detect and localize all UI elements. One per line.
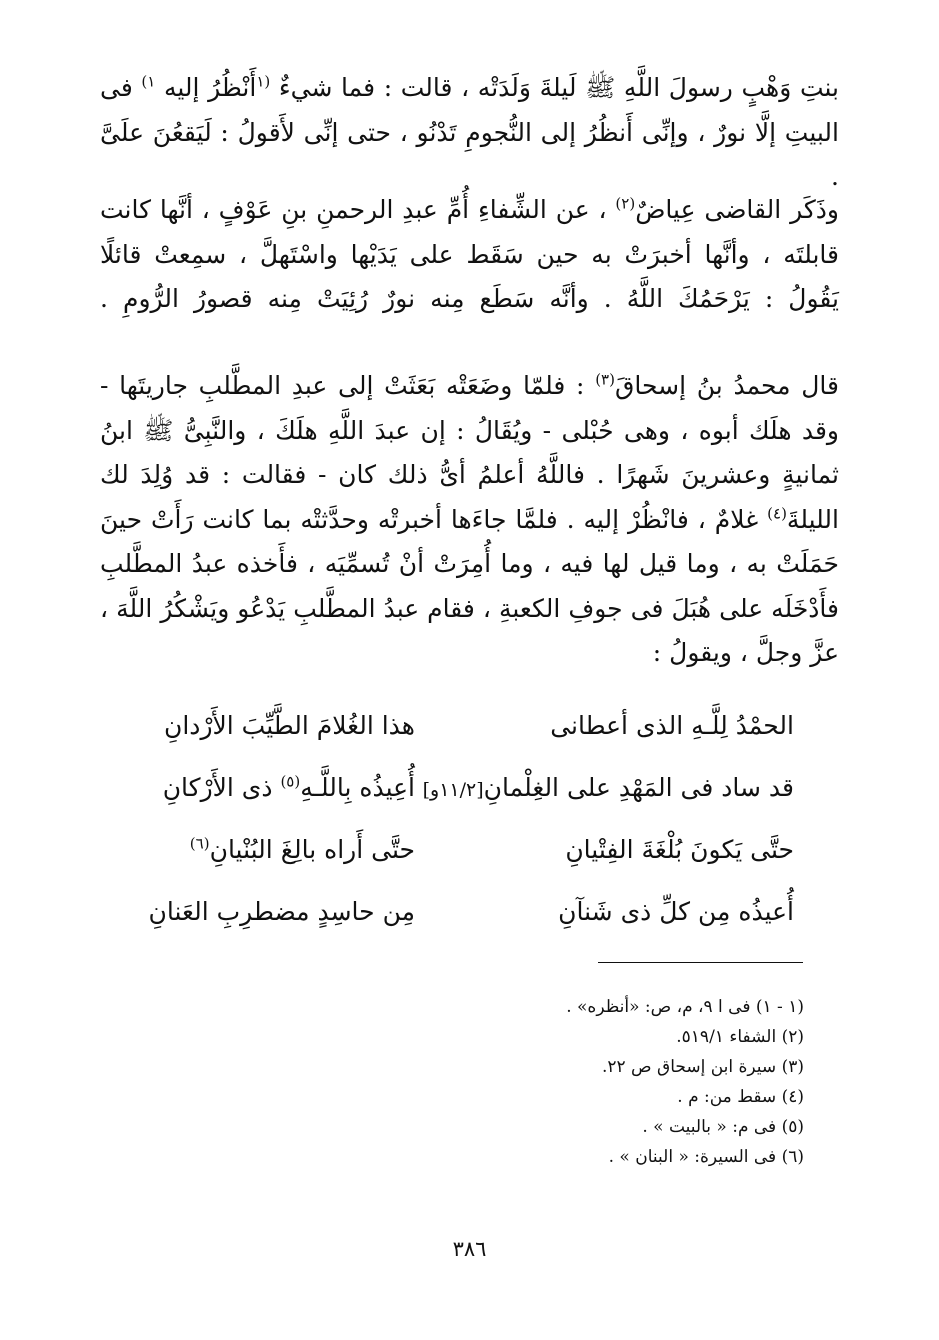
paragraph-3 [100,364,839,676]
verse-1 [100,694,794,756]
verse-4-first-text: أُعيذُه مِن كلِّ ذى شَنآنِ [558,896,794,926]
verse-2-first-hemistich [422,772,794,802]
manuscript-folio-ref: [١١/٢و] [422,778,484,801]
verse-3-first-hemistich [479,835,794,864]
verse-4-first-hemistich [479,897,794,926]
verse-2-second-text: قد ساد فى المَهْدِ على الغِلْمانِ [483,772,794,802]
footnote-ref-2[interactable]: (٢) [615,194,636,213]
footnote-5: (٥) فى م: « بالبيت » . [642,1117,804,1137]
footnotes-list [204,992,804,1172]
verse-3-second-text: حتَّى أَراه بالِغَ البُنْيانِ [209,834,415,864]
footnote-1: (١ - ١) فى ا ٩، م، ص: «أنظره» . [566,997,804,1017]
paragraph-1-text-b: أَنْظُرُ إليه [155,73,257,102]
footnote-separator [598,962,803,963]
verse-1-second-hemistich [100,711,415,740]
paragraph-2-text-a: وذَكَر القاضى عِياضٌ [635,195,839,224]
poem [100,694,794,942]
verse-1-second-text: هذا الغُلامَ الطَّيِّبَ الأَرْدانِ [164,710,415,740]
verse-1-first-hemistich [479,711,794,740]
footnote-ref-4[interactable]: (٤) [767,504,787,523]
verse-4 [100,880,794,942]
verse-3-first-text: حتَّى يَكونَ بُلْغَةَ الفِتْيانِ [565,834,794,864]
paragraph-3-text-a: قال محمدُ بنُ إسحاقَ [614,371,839,400]
paragraph-1-text-a: بنتِ وَهْبٍ رسولَ اللَّهِ ﷺ لَيلةَ وَلَدَتْه ، قالت : فما شيءٌ [270,73,839,102]
footnote-ref-5[interactable]: (٥) [280,772,301,791]
footnote-ref-6[interactable]: (٦) [189,834,210,853]
footnote-2: (٢) الشفاء ٥١٩/١. [676,1027,804,1047]
footnote-3: (٣) سيرة ابن إسحاق ص ٢٢. [601,1057,804,1077]
footnote-6: (٦) فى السيرة: « البنان » . [608,1147,804,1167]
paragraph-2-text-b: ، عن الشِّفاءِ أُمِّ عبدِ الرحمنِ بنِ عَوْفٍ ، أنَّها كانت قابلتَه ، وأنَّها أخبرَتْ به حين سَقَط على يَدَيْها واسْتَهلَّ ، سمِعتْ قائلًا يَقُولُ : يَرْحَمُكَ اللَّهُ . وأنَّه سَطَع مِنه نورٌ رُئِيَتْ مِنه قصورُ الرُّومِ . [100,195,839,313]
paragraph-1 [100,66,839,200]
footnote-ref-3[interactable]: (٣) [595,370,615,389]
footnote-4: (٤) سقط من: م . [677,1087,804,1107]
verse-2-second-hemistich [100,773,415,802]
footnote-ref-1-open[interactable]: (١ [256,72,271,91]
verse-2-first-text: أُعِيذُه بِاللَّـهِ [300,772,415,802]
paragraph-3-text-c: غلامٌ ، فانْظُرْ إليه . فلمَّا جاءَها أخبرتْه وحدَّثتْه بما كانت رَأَتْ حينَ حَمَلَتْ به ، وما قيل لها فيه ، وما أُمِرَتْ أنْ تُسمِّيَه ، فأَخذه عبدُ المطَّلبِ فأَدْخَلَه على هُبَلَ فى جوفِ الكعبةِ ، فقام عبدُ المطَّلبِ يَدْعُو ويَشْكُرُ اللَّهَ ، عزَّ وجلَّ ، ويقولُ : [100,504,839,667]
paragraph-3-text-b: : فلمّا وضَعَتْه بَعَثَتْ إلى عبدِ المطَّلبِ جاريتَها - وقد هلَك أبوه ، وهى حُبْلى - ويُقَالُ : إن عبدَ اللَّهِ هلَكَ ، والنَّبِىُّ ﷺ ابنُ ثمانيةٍ وعشرينَ شَهرًا . فاللَّهُ أعلمُ أىُّ ذلك كان - فقالت : قد وُلِدَ لك الليلةَ [100,371,839,534]
verse-1-first-text: الحمْدُ لِلَّـهِ الذى أعطانى [550,710,794,740]
verse-4-second-text: مِن حاسِدٍ مضطرِبِ العَنانِ [148,896,415,926]
paragraph-2 [100,188,839,322]
verse-2 [100,756,794,818]
verse-4-second-hemistich [100,897,415,926]
page-number: ٣٨٦ [452,1237,487,1261]
verse-3 [100,818,794,880]
verse-2-first-tail: ذى الأَرْكانِ [162,772,281,802]
footnote-ref-1-close[interactable]: ١) [141,72,156,91]
verse-3-second-hemistich [100,835,415,864]
paragraph-1-text-c: فى البيتِ إلَّا نورٌ ، وإنِّى أَنظُرُ إلى النُّجومِ تَدْنُو ، حتى إنِّى لأَقولُ : لَيَقعُنَ علَىَّ . [100,73,839,191]
